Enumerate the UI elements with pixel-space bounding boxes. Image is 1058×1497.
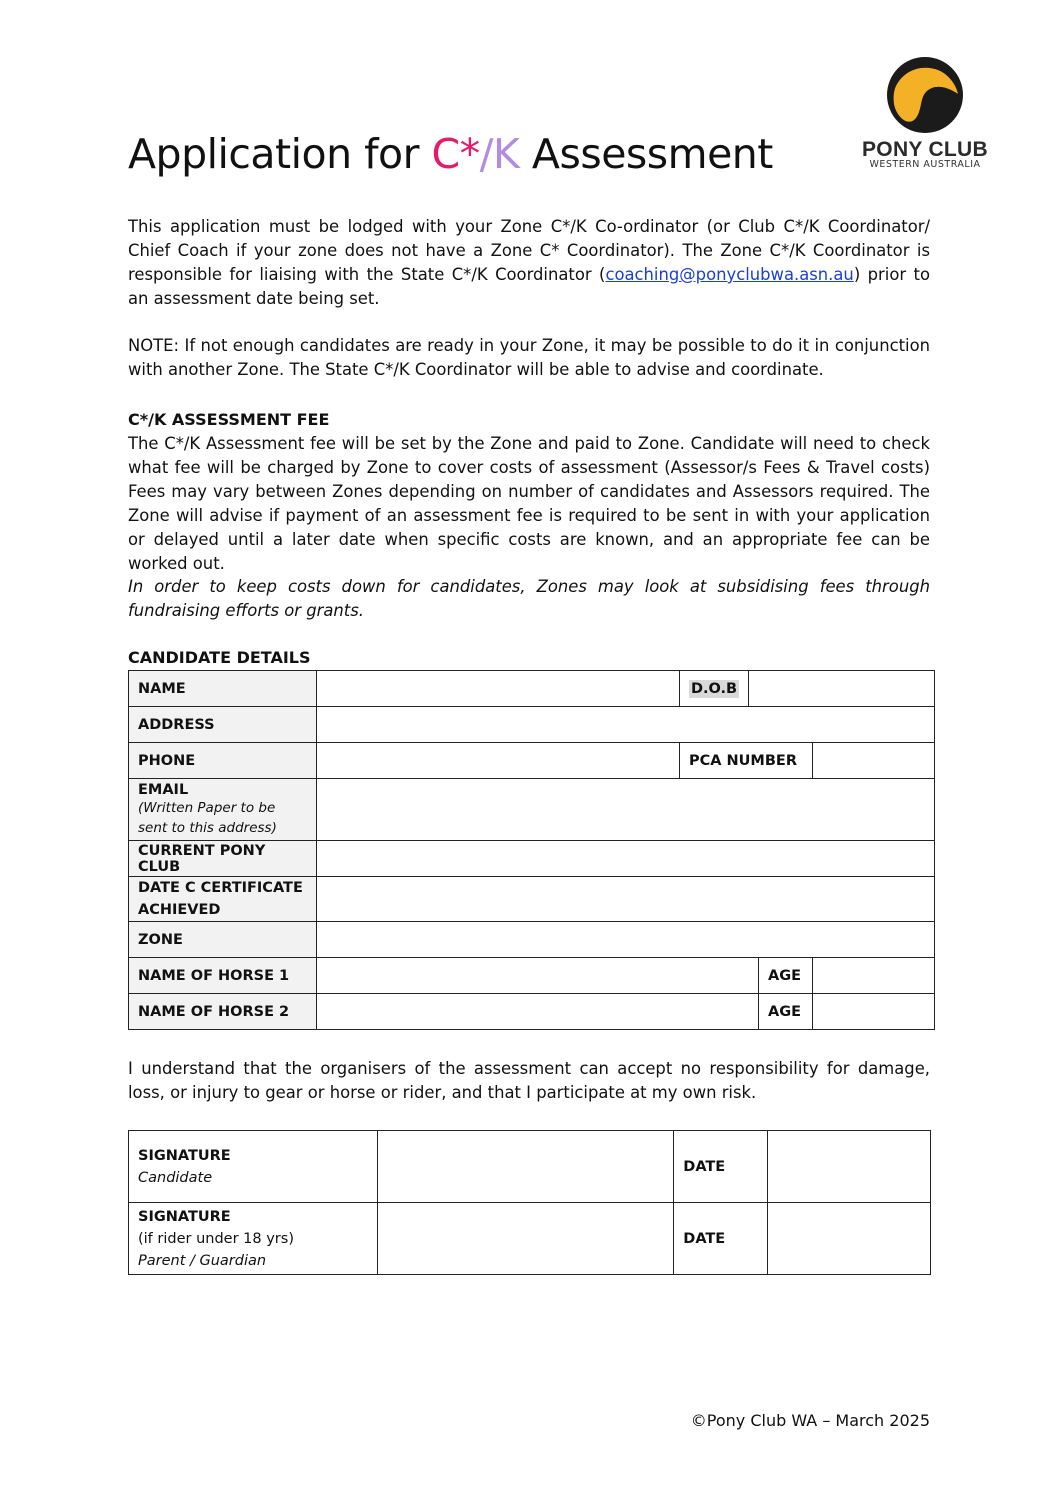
title-suffix: Assessment: [519, 130, 773, 178]
note-paragraph: NOTE: If not enough candidates are ready in your Zone, it may be possible to do it in conjunction with another Zone. The State C*/K Coordinator will be able to advise and coordinate.: [128, 336, 930, 379]
intro-text-2: ) prior to an assessment date being set.: [128, 265, 931, 308]
horse1-label: NAME OF HORSE 1: [129, 958, 317, 994]
email-label: EMAIL: [138, 781, 189, 798]
title-slash: /: [479, 130, 493, 178]
title-prefix: Application for: [128, 130, 432, 178]
fee-heading: C*/K ASSESSMENT FEE: [128, 410, 330, 429]
horse1-age-field[interactable]: [812, 958, 934, 994]
under18-label: (if rider under 18 yrs): [138, 1230, 294, 1247]
fee-italic-note: In order to keep costs down for candidates, Zones may look at subsidising fees through fundraising efforts or grants.: [128, 577, 930, 620]
signature-label-2: SIGNATURE: [138, 1208, 231, 1225]
horse2-label: NAME OF HORSE 2: [129, 994, 317, 1030]
table-row: [129, 1131, 931, 1203]
phone-label: PHONE: [129, 743, 317, 779]
guardian-signature-field[interactable]: [377, 1203, 674, 1275]
intro-paragraph: [128, 215, 930, 311]
signature-table: [128, 1130, 931, 1275]
horse-head-icon: [886, 56, 964, 134]
candidate-date-label: DATE: [674, 1131, 768, 1203]
date-c-label: DATE C CERTIFICATE ACHIEVED: [129, 877, 317, 922]
signature-label: SIGNATURE: [138, 1147, 231, 1164]
date-c-field[interactable]: [317, 877, 935, 922]
email-label-cell: [129, 779, 317, 841]
pca-field[interactable]: [812, 743, 934, 779]
table-row: [129, 994, 935, 1030]
address-field[interactable]: [317, 707, 935, 743]
guardian-date-field[interactable]: [768, 1203, 931, 1275]
dob-label-cell: [679, 671, 748, 707]
table-row: [129, 877, 935, 922]
table-row: [129, 671, 935, 707]
page-title: [128, 130, 773, 178]
logo-subtitle: WESTERN AUSTRALIA: [869, 159, 981, 170]
logo-name: PONY CLUB: [862, 138, 988, 161]
horse2-field[interactable]: [317, 994, 759, 1030]
pca-label: PCA NUMBER: [679, 743, 812, 779]
title-k: K: [493, 130, 520, 178]
dob-field[interactable]: [749, 671, 935, 707]
table-row: [129, 743, 935, 779]
dob-label: D.O.B: [690, 680, 738, 697]
horse1-age-label: AGE: [759, 958, 813, 994]
candidate-heading: CANDIDATE DETAILS: [128, 648, 311, 667]
candidate-date-field[interactable]: [768, 1131, 931, 1203]
address-label: ADDRESS: [129, 707, 317, 743]
zone-field[interactable]: [317, 922, 935, 958]
guardian-signature-label-cell: [129, 1203, 378, 1275]
candidate-signature-field[interactable]: [377, 1131, 674, 1203]
horse2-age-field[interactable]: [812, 994, 934, 1030]
table-row: [129, 1203, 931, 1275]
horse2-age-label: AGE: [759, 994, 813, 1030]
intro-text-1: This application must be lodged with your Zone C*/K Co-ordinator (or Club C*/K Coordinator/ Chief Coach if your zone does not have a Zone C* Coordinator). The Zone C*/K Coordinator is responsible for liaising with the State C*/K Coordinator (: [128, 217, 930, 284]
pony-club-logo: [860, 56, 990, 176]
club-label: CURRENT PONY CLUB: [129, 841, 317, 877]
email-note: (Written Paper to be sent to this address): [138, 799, 277, 836]
table-row: [129, 779, 935, 841]
name-field[interactable]: [317, 671, 680, 707]
candidate-table: [128, 670, 935, 1030]
table-row: [129, 922, 935, 958]
zone-label: ZONE: [129, 922, 317, 958]
title-c-star: C*: [431, 130, 480, 178]
candidate-label: Candidate: [138, 1169, 213, 1186]
footer-copyright: ©Pony Club WA – March 2025: [690, 1411, 930, 1430]
table-row: [129, 958, 935, 994]
fee-paragraph: The C*/K Assessment fee will be set by the Zone and paid to Zone. Candidate will need to check what fee will be charged by Zone to cover costs of assessment (Assessor/s Fees & Travel costs) Fees may vary between Zones depending on number of candidates and Assessors required. The Zone will advise if payment of an assessment fee is required to be sent in with your application or delayed until a later date when specific costs are known, and an appropriate fee can be worked out.: [128, 434, 930, 573]
name-label: NAME: [129, 671, 317, 707]
guardian-date-label: DATE: [674, 1203, 768, 1275]
candidate-signature-label-cell: [129, 1131, 378, 1203]
email-field[interactable]: [317, 779, 935, 841]
horse1-field[interactable]: [317, 958, 759, 994]
table-row: [129, 841, 935, 877]
phone-field[interactable]: [317, 743, 680, 779]
guardian-label: Parent / Guardian: [138, 1252, 267, 1269]
disclaimer: I understand that the organisers of the assessment can accept no responsibility for damage, loss, or injury to gear or horse or rider, and that I participate at my own risk.: [128, 1059, 930, 1102]
club-field[interactable]: [317, 841, 935, 877]
coaching-email-link[interactable]: coaching@ponyclubwa.asn.au: [605, 265, 854, 284]
table-row: [129, 707, 935, 743]
